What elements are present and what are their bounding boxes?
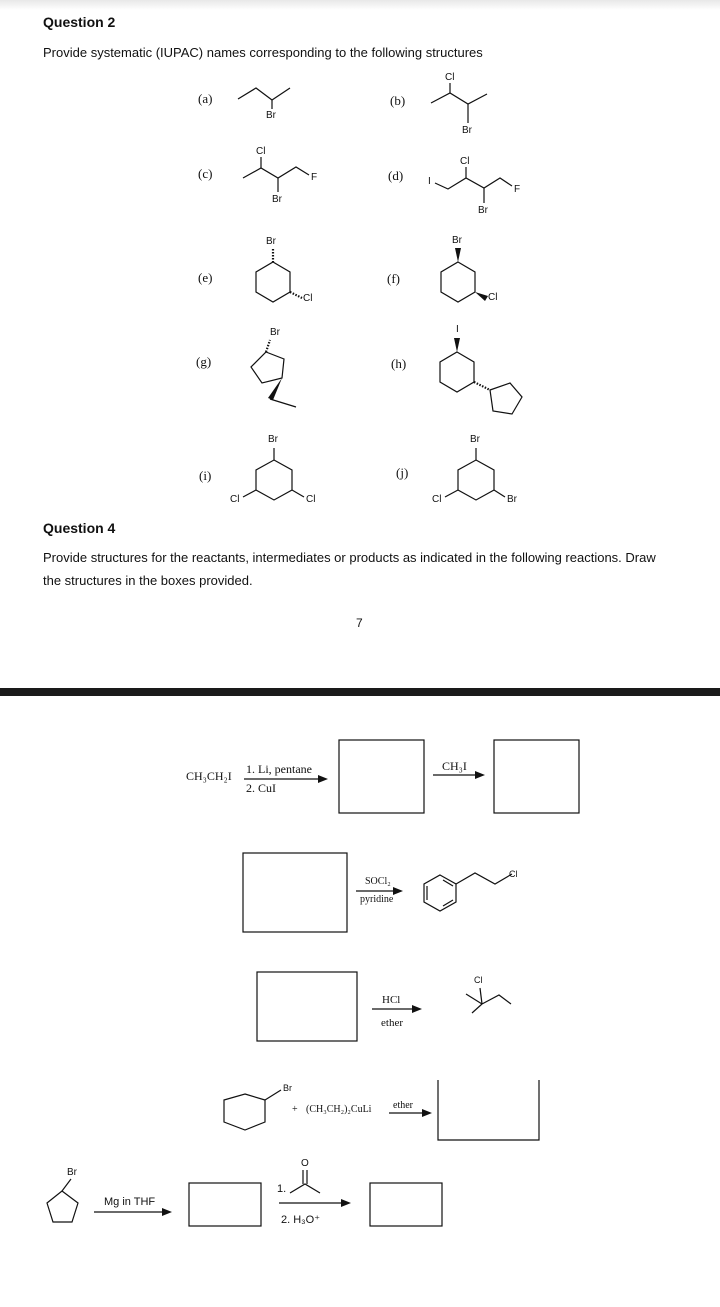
structure-i xyxy=(243,448,304,500)
r1-reagent3: CH₃I xyxy=(442,759,467,773)
label-g: (g) xyxy=(196,354,212,369)
structure-g xyxy=(251,340,296,407)
atom-b-cl: Cl xyxy=(445,72,455,83)
r5-condition: Mg in THF xyxy=(104,1196,156,1208)
answer-box-5b[interactable] xyxy=(370,1183,442,1226)
q4-prompt-line1: Provide structures for the reactants, intermediates or products as indicated in the following reactions. Draw xyxy=(43,550,656,565)
atom-g-br: Br xyxy=(270,327,280,338)
r4-plus: + xyxy=(292,1104,298,1115)
q4-heading: Question 4 xyxy=(43,520,116,536)
r4-start-br: Br xyxy=(283,1083,292,1093)
page-number: 7 xyxy=(356,616,363,630)
label-e: (e) xyxy=(198,270,213,285)
r3-reagent2: ether xyxy=(381,1017,403,1029)
atom-b-br: Br xyxy=(462,125,472,136)
atom-e-cl: Cl xyxy=(303,293,313,304)
atom-c-cl: Cl xyxy=(256,146,266,157)
r5-step1: 1. xyxy=(277,1183,287,1195)
atom-i-cl2: Cl xyxy=(306,494,316,505)
atom-e-br: Br xyxy=(266,236,276,247)
atom-a-br: Br xyxy=(266,110,276,121)
q2-prompt: Provide systematic (IUPAC) names corresponding to the following structures xyxy=(43,45,483,60)
atom-c-f: F xyxy=(311,172,318,183)
q2-heading: Question 2 xyxy=(43,14,116,30)
r3-product-cl: Cl xyxy=(474,975,483,985)
answer-box-3[interactable] xyxy=(257,972,357,1041)
structure-c xyxy=(243,157,309,192)
reaction-3 xyxy=(257,972,511,1041)
answer-box-4[interactable] xyxy=(438,1080,539,1140)
structure-e xyxy=(256,249,302,302)
answer-box-1a[interactable] xyxy=(339,740,424,813)
structure-f xyxy=(441,248,488,302)
structure-b xyxy=(431,83,487,123)
page-divider xyxy=(0,688,720,696)
structure-j xyxy=(445,448,505,500)
label-f: (f) xyxy=(387,271,400,286)
atom-c-br: Br xyxy=(272,194,282,205)
r5-carbonyl-o: O xyxy=(301,1158,309,1169)
label-i: (i) xyxy=(199,468,212,483)
answer-box-5a[interactable] xyxy=(189,1183,261,1226)
r3-reagent1: HCl xyxy=(382,994,401,1006)
answer-box-2[interactable] xyxy=(243,853,347,932)
label-j: (j) xyxy=(396,465,409,480)
atom-f-br: Br xyxy=(452,235,462,246)
r4-reagent: (CH₃CH₂)₂CuLi xyxy=(306,1104,372,1115)
reaction-2 xyxy=(243,853,512,932)
atom-f-cl: Cl xyxy=(488,292,498,303)
r2-reagent1: SOCl₂ xyxy=(365,876,391,887)
reaction-4 xyxy=(224,1080,539,1140)
structure-h xyxy=(440,338,522,414)
atom-d-i: I xyxy=(428,176,431,187)
r5-step2: 2. H₃O⁺ xyxy=(281,1214,321,1226)
atom-d-cl: Cl xyxy=(460,156,470,167)
r1-start: CH₃CH₂I xyxy=(186,769,232,783)
atom-i-cl1: Cl xyxy=(230,494,240,505)
atom-j-br2: Br xyxy=(507,494,517,505)
r2-reagent2: pyridine xyxy=(360,894,394,905)
answer-box-1b[interactable] xyxy=(494,740,579,813)
r5-start-br: Br xyxy=(67,1167,77,1178)
atom-i-br: Br xyxy=(268,434,278,445)
atom-j-br: Br xyxy=(470,434,480,445)
label-c: (c) xyxy=(198,166,213,181)
q4-prompt-line2: the structures in the boxes provided. xyxy=(43,573,253,588)
structure-d xyxy=(435,167,512,203)
r2-product-cl: Cl xyxy=(509,869,518,879)
label-a: (a) xyxy=(198,91,213,106)
atom-d-br: Br xyxy=(478,205,488,216)
r4-condition: ether xyxy=(393,1100,413,1111)
atom-h-i: I xyxy=(456,324,459,335)
label-h: (h) xyxy=(391,356,407,371)
r1-reagent1: 1. Li, pentane xyxy=(246,762,312,776)
atom-j-cl: Cl xyxy=(432,494,442,505)
label-d: (d) xyxy=(388,168,404,183)
atom-d-f: F xyxy=(514,184,521,195)
label-b: (b) xyxy=(390,93,406,108)
structure-a xyxy=(238,88,290,109)
r1-reagent2: 2. CuI xyxy=(246,781,276,795)
